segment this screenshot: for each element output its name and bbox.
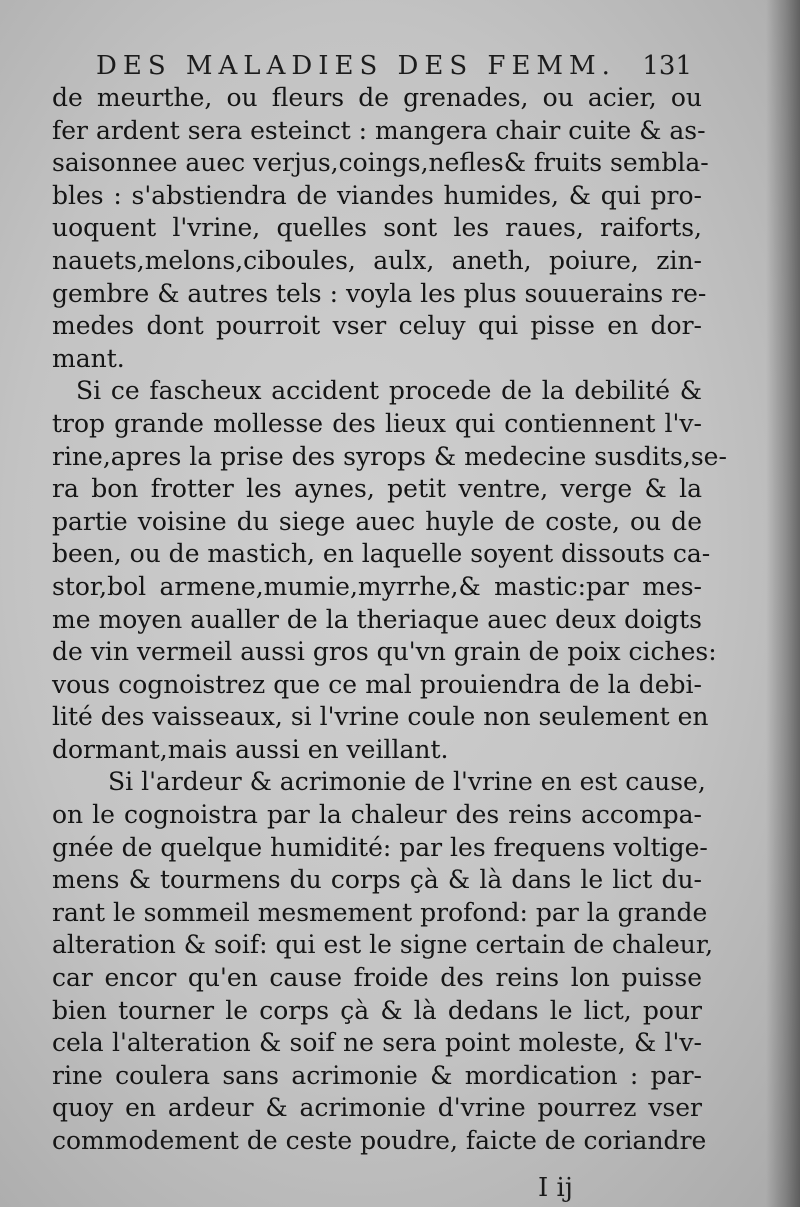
text-line: partie voisine du siege auec huyle de coste, ou de: [52, 506, 702, 536]
text-line: saisonnee auec verjus,coings,nefles& fruits sembla-: [52, 148, 709, 178]
body-text: [52, 82, 727, 1158]
signature-mark: I ij: [538, 1173, 573, 1203]
text-line: bles : s'abstiendra de viandes humides, & qui pro-: [52, 180, 702, 210]
text-line: vous cognoistrez que ce mal prouiendra de la debi-: [52, 669, 702, 699]
text-line: car encor qu'en cause froide des reins lon puisse: [52, 963, 702, 993]
paragraph-start: Si ce fascheux accident procede de la debilité &: [76, 376, 702, 406]
text-line: rine,apres la prise des syrops & medecine susdits,se-: [52, 441, 727, 471]
text-line: me moyen aualler de la theriaque auec deux doigts: [52, 604, 702, 634]
text-line: cela l'alteration & soif ne sera point moleste, & l'v-: [52, 1028, 702, 1058]
text-line: alteration & soif: qui est le signe certain de chaleur,: [52, 930, 714, 960]
text-line-end: mant.: [52, 343, 125, 373]
text-line: gnée de quelque humidité: par les frequens voltige-: [52, 832, 708, 862]
text-line: uoquent l'vrine, quelles sont les raues, raiforts,: [52, 213, 702, 243]
text-line: nauets,melons,ciboules, aulx, aneth, poiure, zin-: [52, 245, 702, 275]
text-line: gembre & autres tels : voyla les plus souuerains re-: [52, 278, 707, 308]
text-line: been, ou de mastich, en laquelle soyent dissouts ca-: [52, 539, 711, 569]
text-line: bien tourner le corps çà & là dedans le lict, pour: [52, 995, 702, 1025]
text-line: commodement de ceste poudre, faicte de coriandre: [52, 1126, 707, 1155]
running-title: DES MALADIES DES FEMM.: [96, 51, 616, 81]
paragraph-start: Si l'ardeur & acrimonie de l'vrine en est cause,: [108, 767, 706, 797]
text-line: de meurthe, ou fleurs de grenades, ou acier, ou: [52, 83, 702, 112]
text-line: rant le sommeil mesmement profond: par la grande: [52, 897, 708, 927]
text-line: de vin vermeil aussi gros qu'vn grain de poix ciches:: [52, 637, 717, 667]
text-line: on le cognoistra par la chaleur des reins accompa-: [52, 800, 702, 830]
text-line: lité des vaisseaux, si l'vrine coule non seulement en: [52, 702, 709, 732]
text-line: mens & tourmens du corps çà & là dans le lict du-: [52, 865, 702, 895]
page-number: 131: [642, 51, 692, 81]
text-line: ra bon frotter les aynes, petit ventre, verge & la: [52, 474, 702, 504]
text-line: medes dont pourroit vser celuy qui pisse en dor-: [52, 311, 702, 341]
page-gutter-shadow: [766, 0, 800, 1207]
text-line: fer ardent sera esteinct : mangera chair cuite & as-: [52, 115, 706, 145]
text-line: stor,bol armene,mumie,myrrhe,& mastic:par mes-: [52, 571, 702, 601]
text-line-end: dormant,mais aussi en veillant.: [52, 734, 449, 764]
text-line: rine coulera sans acrimonie & mordication : par-: [52, 1060, 702, 1090]
text-line: trop grande mollesse des lieux qui contiennent l'v-: [52, 408, 702, 438]
text-line: quoy en ardeur & acrimonie d'vrine pourrez vser: [52, 1093, 702, 1123]
